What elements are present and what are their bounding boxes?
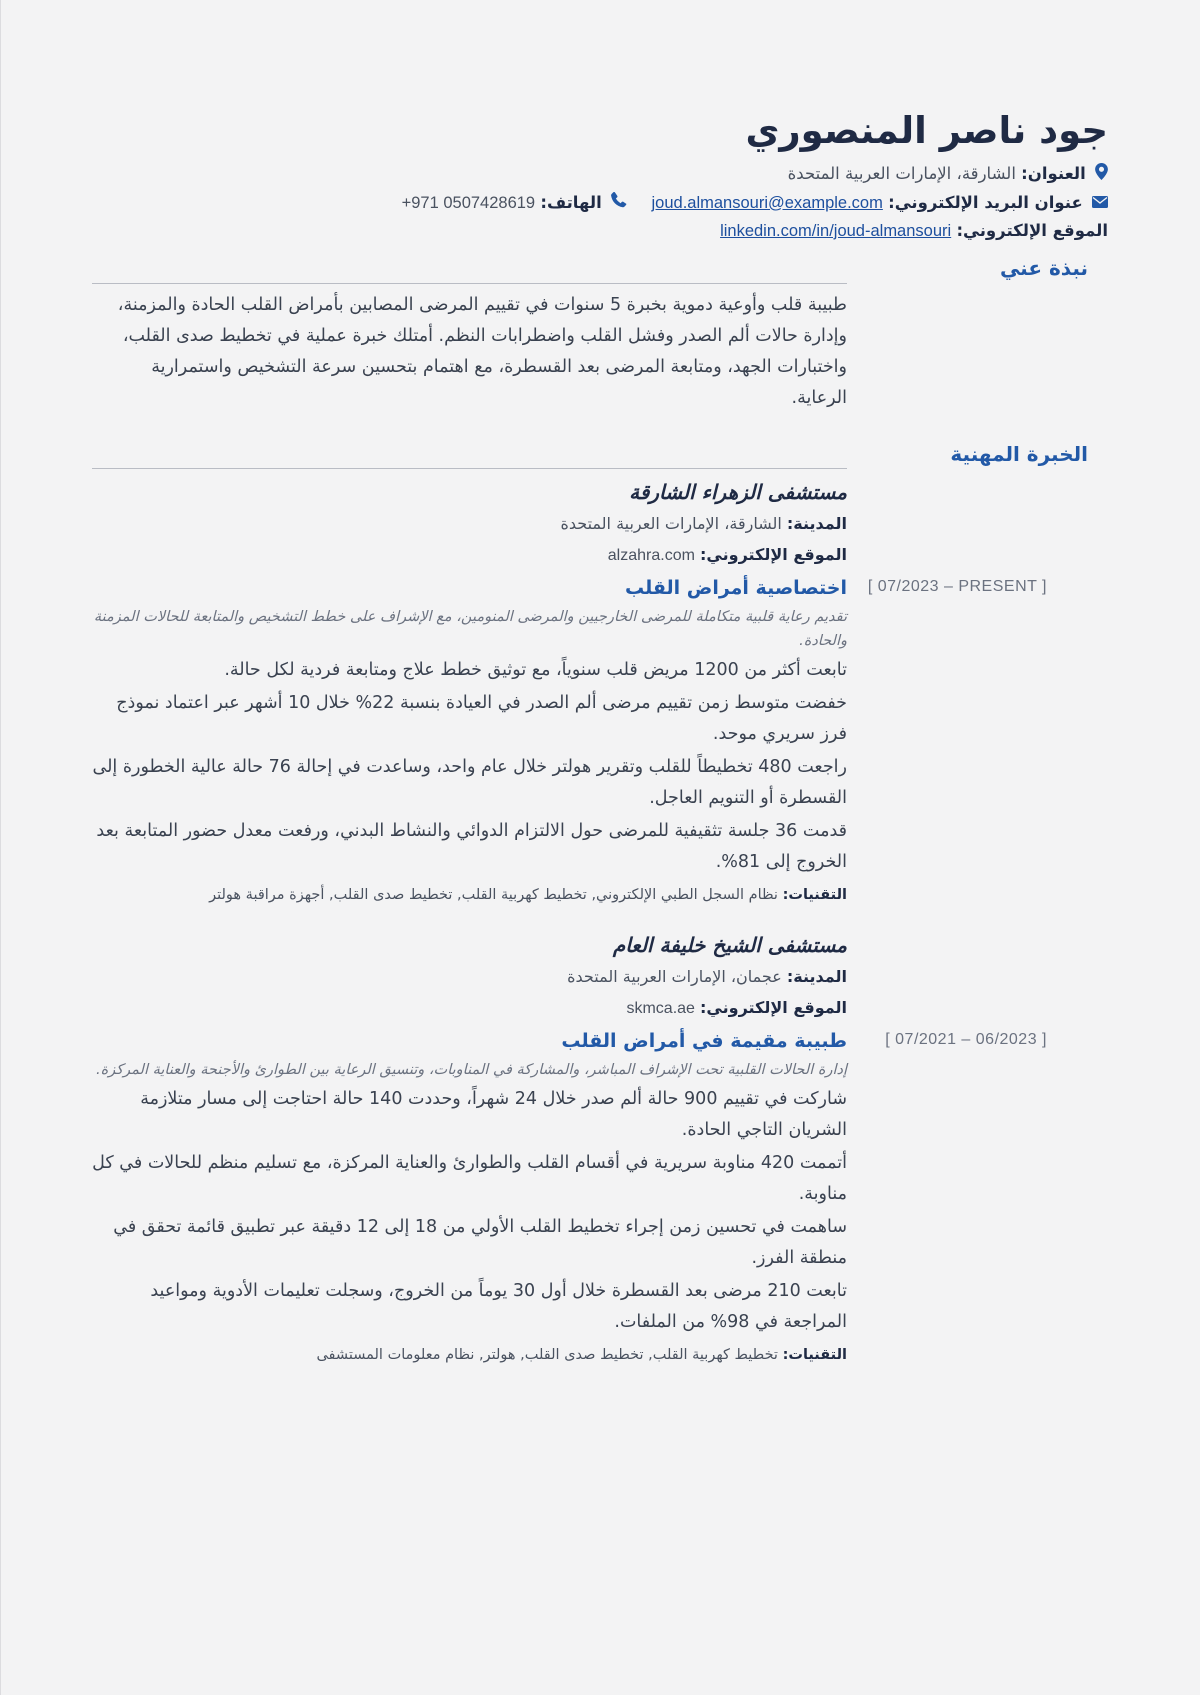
company-name: مستشفى الزهراء الشارقة — [629, 480, 847, 504]
job-dates: [ 07/2021 – 06/2023 ] — [885, 1031, 1047, 1048]
envelope-icon — [1092, 189, 1108, 217]
job-title: اختصاصية أمراض القلب — [624, 577, 847, 599]
about-divider — [92, 283, 847, 284]
role-row — [87, 571, 1047, 605]
email-label: عنوان البريد الإلكتروني: — [888, 192, 1083, 212]
phone-value: +971 0507428619 — [401, 193, 536, 212]
experience-entry — [87, 476, 1047, 910]
city-value: الشارقة، الإمارات العربية المتحدة — [560, 514, 782, 533]
job-website — [87, 539, 847, 571]
achievement-item: تابعت أكثر من 1200 مريض قلب سنوياً، مع توثيق خطط علاج ومتابعة فردية لكل حالة. — [224, 660, 847, 680]
city-label: المدينة: — [786, 967, 847, 986]
achievement-item: شاركت في تقييم 900 حالة ألم صدر خلال 24 شهراً، وحددت 140 حالة احتاجت إلى مسار متلازمة الشريان التاجي الحادة. — [140, 1089, 847, 1140]
address-line — [108, 160, 1108, 189]
website-link[interactable]: linkedin.com/in/joud-almansouri — [720, 222, 952, 240]
address-value: الشارقة، الإمارات العربية المتحدة — [787, 164, 1016, 183]
job-description: إدارة الحالات القلبية تحت الإشراف المباشر، والمشاركة في المناوبات، وتنسيق الرعاية بين الطوارئ والأجنحة والعناية المركزة. — [96, 1062, 847, 1078]
company-name: مستشفى الشيخ خليفة العام — [612, 933, 847, 957]
achievement-item: قدمت 36 جلسة تثقيفية للمرضى حول الالتزام الدوائي والنشاط البدني، ورفعت معدل حضور المتابعة بعد الخروج إلى 81%. — [96, 821, 847, 872]
about-section-title: نبذة عني — [999, 256, 1088, 280]
tech-value: تخطيط كهربية القلب, تخطيط صدى القلب, هولتر, نظام معلومات المستشفى — [316, 1347, 778, 1363]
job-dates: [ 07/2023 – PRESENT ] — [867, 578, 1047, 595]
job-city — [87, 961, 847, 992]
achievement-item: ساهمت في تحسين زمن إجراء تخطيط القلب الأولي من 18 إلى 12 دقيقة عبر تطبيق قائمة تحقق في منطقة الفرز. — [113, 1217, 847, 1268]
job-title: طبيبة مقيمة في أمراض القلب — [561, 1030, 847, 1052]
candidate-name: جود ناصر المنصوري — [745, 109, 1108, 152]
address-label: العنوان: — [1021, 164, 1086, 183]
job-description: تقديم رعاية قلبية متكاملة للمرضى الخارجيين والمرضى المنومين، مع الإشراف على خطط التشخيص والمتابعة للحالات المزمنة والحادة. — [93, 609, 847, 649]
resume-header — [108, 108, 1108, 245]
achievement-item: خفضت متوسط زمن تقييم مرضى ألم الصدر في العيادة بنسبة 22% خلال 10 أشهر عبر اعتماد نموذج فرز سريري موحد. — [116, 693, 847, 744]
city-value: عجمان، الإمارات العربية المتحدة — [567, 967, 782, 986]
summary-text: طبيبة قلب وأوعية دموية بخبرة 5 سنوات في تقييم المرضى المصابين بأمراض القلب الحادة والمزمنة، وإدارة حالات ألم الصدر وفشل القلب واضطرابات النظم. أمتلك خبرة عملية في تخطيط صدى القلب، واختبارات الجهد، ومتابعة المرضى بعد القسطرة، مع اهتمام بتحسين سرعة التشخيص واستمرارية الرعاية. — [117, 295, 847, 408]
tech-value: نظام السجل الطبي الإلكتروني, تخطيط كهربية القلب, تخطيط صدى القلب, أجهزة مراقبة هولتر — [209, 887, 778, 903]
phone-label: الهاتف: — [540, 192, 602, 212]
contact-line — [108, 189, 1108, 218]
achievement-item: راجعت 480 تخطيطاً للقلب وتقرير هولتر خلال عام واحد، وساعدت في إحالة 76 حالة عالية الخطورة إلى القسطرة أو التنويم العاجل. — [92, 757, 847, 808]
experience-section-title: الخبرة المهنية — [950, 442, 1088, 466]
role-row — [87, 1024, 1047, 1058]
website-line — [108, 217, 1108, 245]
phone-icon — [611, 189, 627, 217]
website-value: alzahra.com — [607, 547, 695, 564]
achievement-item: أتممت 420 مناوبة سريرية في أقسام القلب والطوارئ والعناية المركزة، مع تسليم منظم للحالات في كل مناوبة. — [92, 1153, 847, 1204]
job-website — [87, 992, 847, 1024]
job-technologies — [87, 880, 847, 910]
website-label: الموقع الإلكتروني: — [700, 545, 847, 564]
experience-divider — [92, 468, 847, 469]
city-label: المدينة: — [786, 514, 847, 533]
tech-label: التقنيات: — [782, 887, 847, 903]
experience-entry — [87, 929, 1047, 1370]
job-technologies — [87, 1340, 847, 1370]
job-city — [87, 508, 847, 539]
website-label: الموقع الإلكتروني: — [956, 221, 1108, 240]
website-label: الموقع الإلكتروني: — [700, 998, 847, 1017]
email-link[interactable]: joud.almansouri@example.com — [651, 193, 883, 212]
map-pin-icon — [1095, 161, 1108, 189]
tech-label: التقنيات: — [782, 1347, 847, 1363]
achievement-item: تابعت 210 مرضى بعد القسطرة خلال أول 30 يوماً من الخروج، وسجلت تعليمات الأدوية ومواعيد المراجعة في 98% من الملفات. — [150, 1281, 847, 1332]
website-value: skmca.ae — [626, 1000, 695, 1017]
